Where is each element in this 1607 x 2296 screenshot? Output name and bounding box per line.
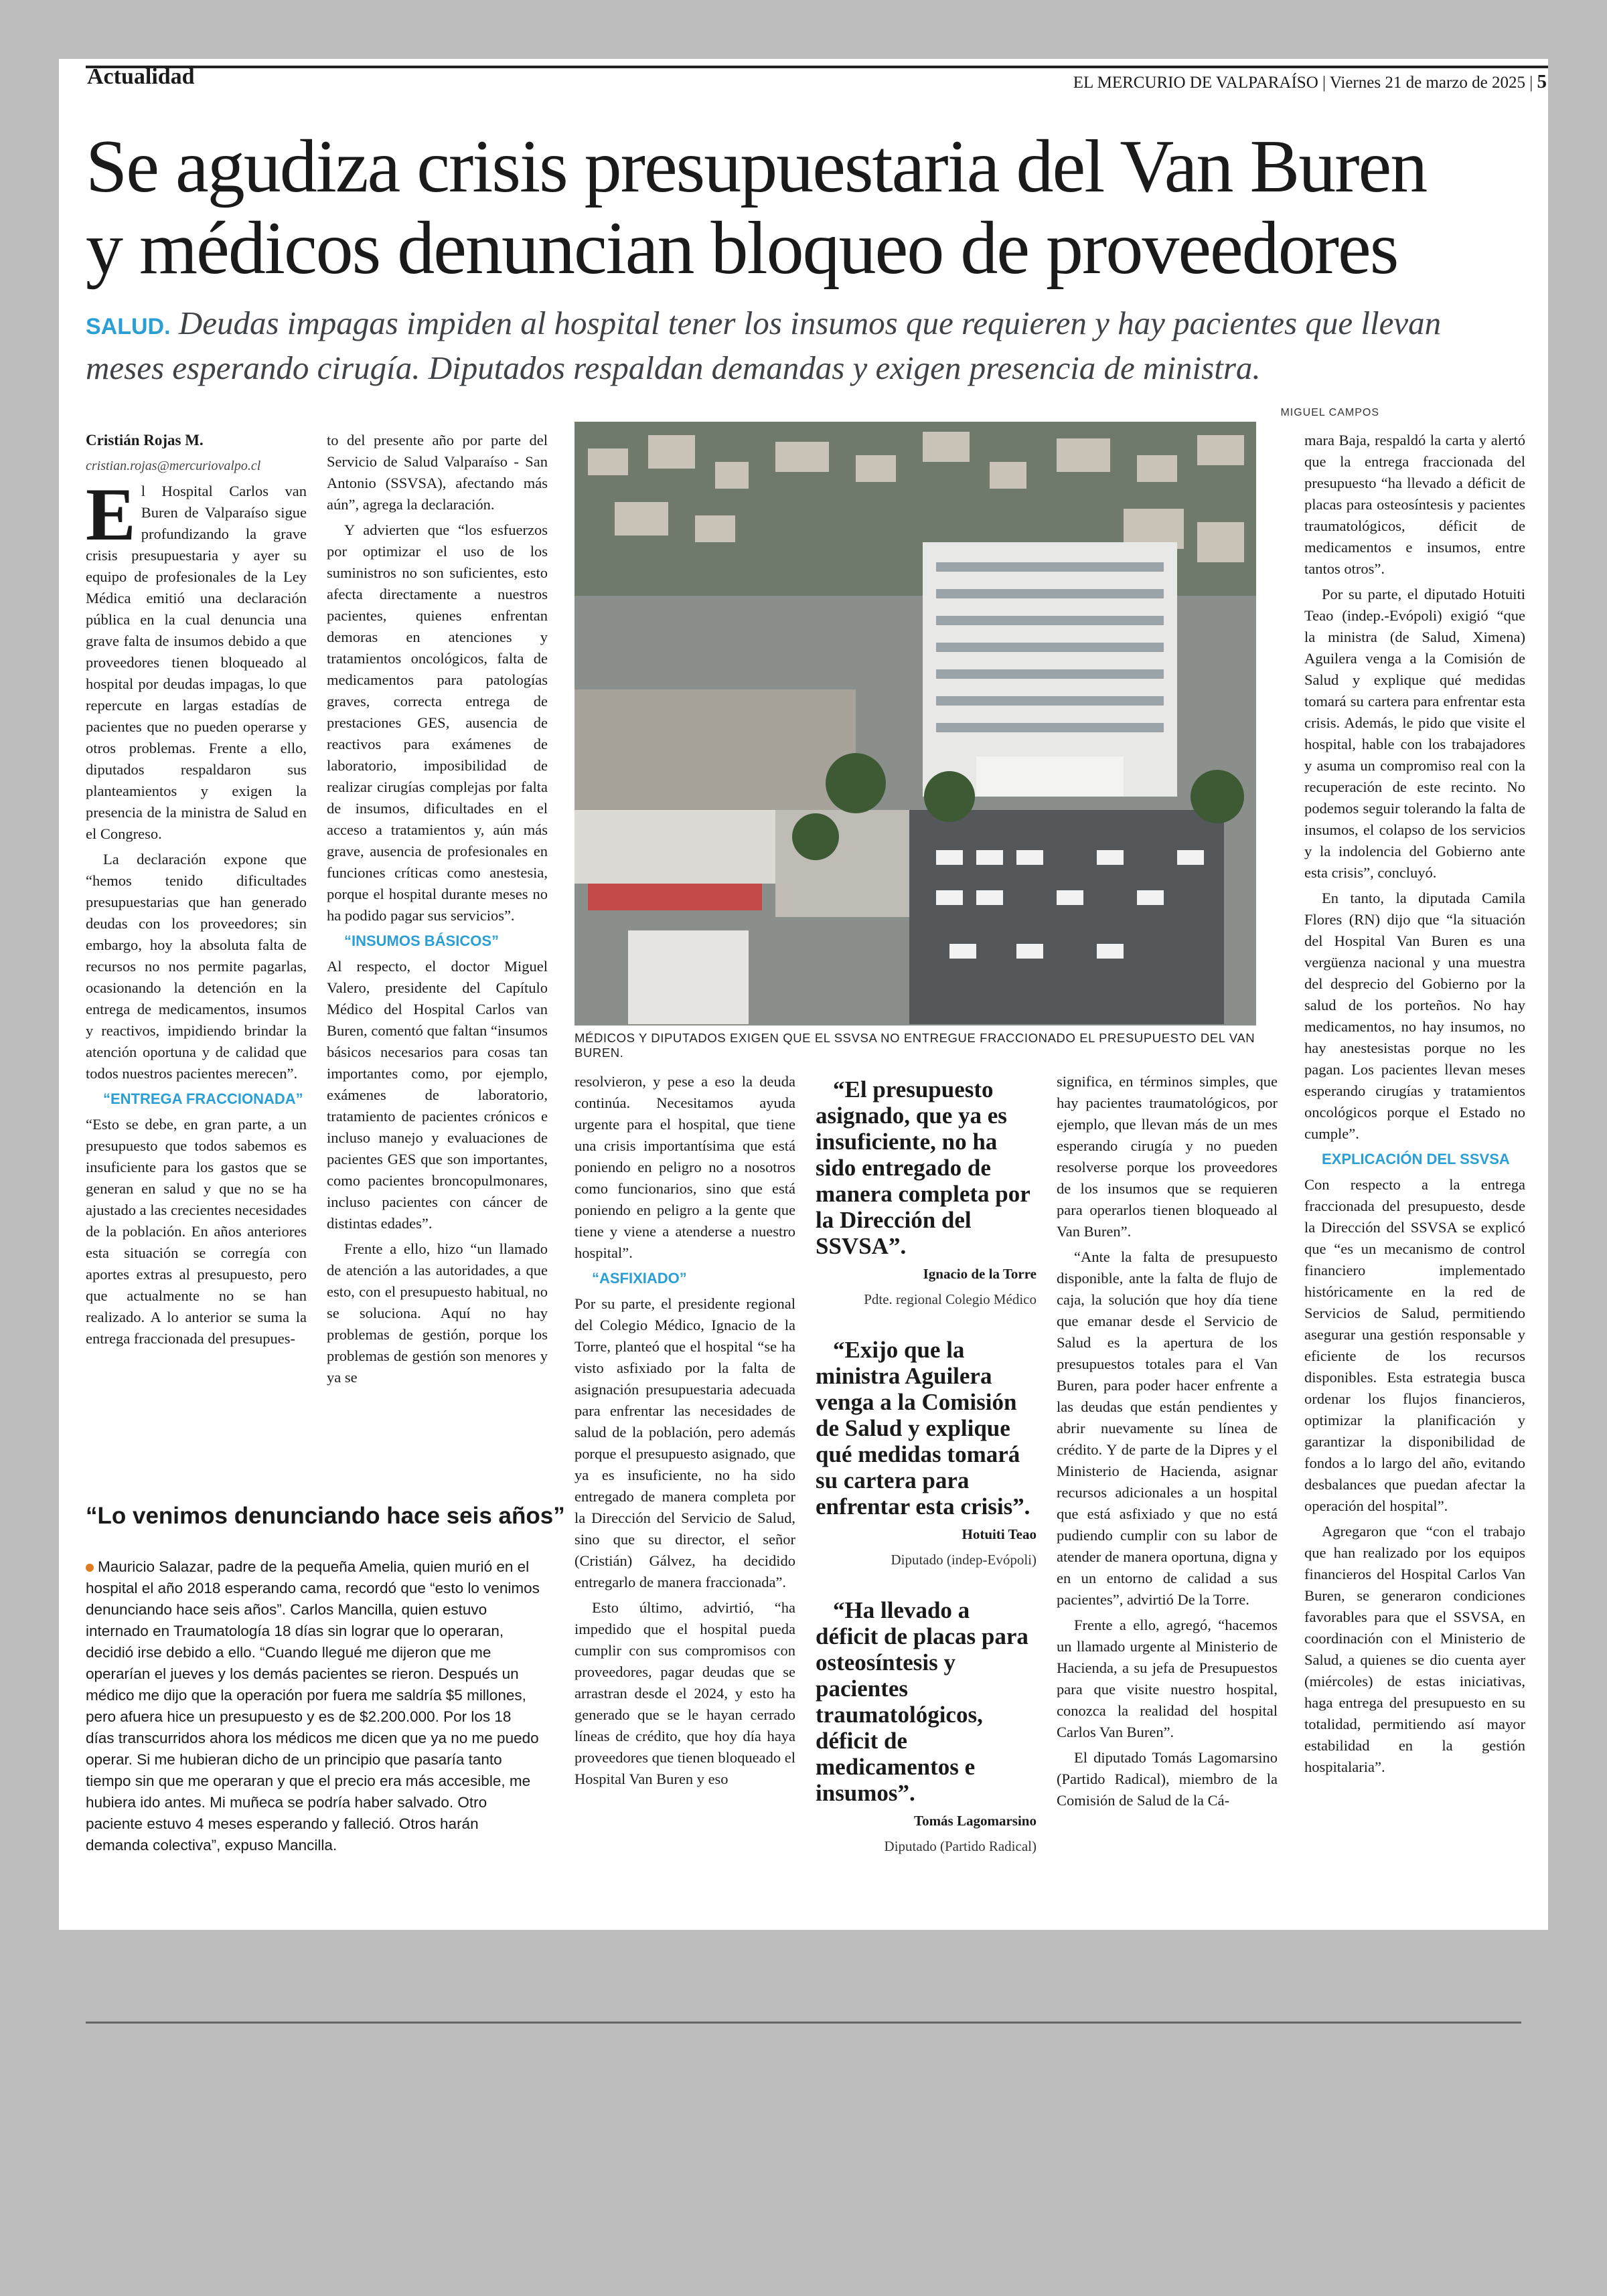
subhead-ssvsa: EXPLICACIÓN DEL SSVSA xyxy=(1322,1151,1510,1167)
section-label: Actualidad xyxy=(87,64,195,89)
paragraph: “Ante la falta de presupuesto disponible, ante la falta de flujo de caja, la solución que hoy día tiene que emanar desde el Servicio de Salud es la apertura de los presupuestos totales para el Van Buren, para poder hacer enfrente a las deudas que están pendientes y abrir nuevamente su línea de crédito. Y de parte de la Dipres y el Ministerio de Hacienda, asignar recursos adicionales a un hospital que está asfixiado y que no está pudiendo cumplir con su labor de atender de manera oportuna, digna y en un entorno de calidad a sus pacientes”, advirtió De la Torre. xyxy=(1057,1248,1278,1608)
paragraph: Al respecto, el doctor Miguel Valero, presidente del Capítulo Médico del Hospital Carlos van Buren, comentó que faltan “insumos básicos necesarios para cosas tan importantes como, por ejemplo, exámenes de laboratorio, tratamiento de pacientes crónicos e incluso manejo y evaluaciones de pacientes GES que son importantes, como pacientes broncopulmonares, incluso pacientes con cáncer de distintas edades”. xyxy=(327,958,548,1232)
paragraph: El diputado Tomás Lagomarsino (Partido Radical), miembro de la Comisión de Salud de la Cá- xyxy=(1057,1749,1278,1809)
deck xyxy=(86,303,1525,389)
pull-quote xyxy=(816,1076,1037,1310)
subhead-asfixiado: “ASFIXIADO” xyxy=(592,1270,687,1287)
paragraph: significa, en términos simples, que hay pacientes traumatológicos, por ejemplo, que llevan más de un mes esperando cirugía y no pueden resolverse porque los proveedores de los insumos que se requieren para operarlos tienen bloqueado al Van Buren”. xyxy=(1057,1073,1278,1240)
deck-text: Deudas impagas impiden al hospital tener los insumos que requieren y hay pacientes que llevan meses esperando cirugía. Diputados respaldan demandas y exigen presencia de ministra. xyxy=(86,305,1442,386)
paragraph: mara Baja, respaldó la carta y alertó que la entrega fraccionada del presupuesto “ha llevado a déficit de placas para osteosíntesis y pacientes traumatológicos, déficit de medicamentos e insumos, entre tantos otros”. xyxy=(1304,432,1525,577)
deck-tag: SALUD. xyxy=(86,314,171,339)
paragraph: “Esto se debe, en gran parte, a un presupuesto que todos sabemos es insuficiente para los gastos que se generan en salud y que no se ha ajustado a las crecientes necesidades de la población. En años anteriores esta situación se corregía con aportes extras al presupuesto, pero que actualmente no se han realizado. A lo anterior se suma la entrega fraccionada del presupues- xyxy=(86,1116,307,1347)
paragraph xyxy=(1304,1521,1525,1778)
paragraph: Por su parte, el presidente regional del Colegio Médico, Ignacio de la Torre, planteó que el hospital “se ha visto asfixiado por la falta de asignación presupuestaria adecuada para enfrentar las necesidades de salud de la población, pero además porque el presupuesto asignado, que ya es insuficiente, no ha sido entregado de manera completa por la Dirección del Servicio de Salud, sino que su director, el señor (Cristián) Gálvez, ha decidido entregarlo de manera fraccionada”. xyxy=(575,1295,795,1590)
byline: Cristián Rojas M. xyxy=(86,432,204,448)
quote-role: Pdte. regional Colegio Médico xyxy=(864,1291,1037,1307)
bottom-rule xyxy=(86,2022,1521,2024)
dropcap: E xyxy=(86,473,136,556)
photo-caption: MÉDICOS Y DIPUTADOS EXIGEN QUE EL SSVSA NO ENTREGUE FRACCIONADO EL PRESUPUESTO DEL VAN BUREN. xyxy=(575,1031,1255,1060)
paragraph: to del presente año por parte del Servicio de Salud Valparaíso - San Antonio (SSVSA), afectando más aún”, agrega la declaración. xyxy=(327,432,548,513)
page-number: 5 xyxy=(1537,71,1547,92)
pull-quote xyxy=(816,1597,1037,1857)
sidebar-body: Mauricio Salazar, padre de la pequeña Amelia, quien murió en el hospital el año 2018 esperando cama, recordó que “esto lo venimos denunciando hace seis años”. Carlos Mancilla, quien estuvo internado en Traumatología 18 días sin lograr que lo operaran, decidió irse debido a ello. “Cuando llegué me dijeron que me operarían el jueves y los demás pacientes se rieron. Después un médico me dijo que la operación por fuera me saldría $5 millones, pero afuera hice un presupuesto y es de $2.200.000. Por los 18 días transcurridos ahora los médicos me dicen que ya no me puedo operar. Si me hubieran dicho de un principio que pasaría tanto tiempo sin que me operaran y que el precio era más accesible, me hubiera ido antes. Mi muñeca se podría haber salvado. Otro paciente estuvo 4 meses esperando y falleció. Otros harán demanda colectiva”, expuso Mancilla. xyxy=(86,1558,540,1854)
headline xyxy=(86,126,1525,289)
paragraph: Frente a ello, agregó, “hacemos un llamado urgente al Ministerio de Hacienda, a su jefa de Presupuestos para que visite nuestro hospital, conozca la realidad del hospital Carlos Van Buren”. xyxy=(1057,1617,1278,1740)
paragraph: Frente a ello, hizo “un llamado de atención a las autoridades, a que esto, con el presupuesto habitual, no se soluciona. Aquí no hay problemas de gestión, porque los problemas de gestión son menores y ya se xyxy=(327,1240,548,1386)
sidebar-text xyxy=(86,1556,542,1856)
paragraph: Y advierten que “los esfuerzos por optimizar el uso de los suministros no son suficientes, esto afecta directamente a nuestros pacientes, quienes enfrentan demoras en atenciones y tratamientos oncológicos, falta de medicamentos para patologías graves, correcta entrega de prestaciones GES, ausencia de reactivos para exámenes de laboratorio, imposibilidad de realizar cirugías complejas por falta de insumos, dificultades en el acceso a tratamientos y, aún más grave, ausencia de profesionales en funciones críticas como anestesia, porque el hospital durante meses no ha podido pagar sus servicios”. xyxy=(327,521,548,924)
photo-credit: MIGUEL CAMPOS xyxy=(1280,407,1379,418)
author-email: cristian.rojas@mercuriovalpo.cl xyxy=(86,459,261,473)
bullet-icon xyxy=(86,1564,94,1572)
photo-illustration xyxy=(575,422,1256,1026)
paragraph: En tanto, la diputada Camila Flores (RN) dijo que “la situación del Hospital Van Buren es una vergüenza nacional y una muestra del desprecio del Gobierno por la salud de los porteños. No hay medicamentos, no hay insumos, no hay anestesistas porque no les pagan. Los pacientes llevan meses esperando cirugías y tratamientos oncológicos porque el Estado no cumple”. xyxy=(1304,890,1525,1142)
paragraph: Con respecto a la entrega fraccionada del presupuesto, desde la Dirección del SSVSA se explicó que “es un mecanismo de control financiero implementado históricamente en la red de Servicios de Salud, permitiendo asegurar una gestión responsable y eficiente de los recursos disponibles. Esta estrategia busca ordenar los flujos financieros, optimizar la planificación y garantizar la disponibilidad de fondos a lo largo del año, evitando desbalances que puedan afectar la operación del hospital”. xyxy=(1304,1176,1525,1514)
quote-role: Diputado (indep-Evópoli) xyxy=(891,1552,1037,1568)
paragraph: Por su parte, el diputado Hotuiti Teao (indep.-Evópoli) exigió “que la ministra (de Salud, Ximena) Aguilera venga a la Comisión de Salud y explique qué medidas tomará su cartera para enfrentar esta crisis. Además, le pido que visite el hospital, hable con los trabajadores y asuma un compromiso real con la recuperación de este recinto. No podemos seguir tolerando la falta de insumos, el colapso de los servicios y la indolencia del Gobierno ante esta crisis”, concluyó. xyxy=(1304,586,1525,881)
column-5 xyxy=(1057,1071,1278,1815)
paragraph: Esto último, advirtió, “ha impedido que el hospital pueda cumplir con sus compromisos con proveedores, pagar deudas que se arrastran desde el 2024, y esto ha generado que se le hayan cerrado líneas de crédito, que hoy día haya proveedores que tienen bloqueado el Hospital Van Buren y eso xyxy=(575,1599,795,1787)
subhead-insumos: “INSUMOS BÁSICOS” xyxy=(344,932,500,949)
paragraph: La declaración expone que “hemos tenido dificultades presupuestarias que han generado deudas con los proveedores; sin embargo, hoy la absoluta falta de recursos no nos permite pagarlas, ocasionando la detención en la entrega de medicamentos, insumos y reactivos, impidiendo brindar la atención oportuna y de calidad que todos nuestros pacientes merecen”. xyxy=(86,851,307,1082)
headline-line-2: y médicos denuncian bloqueo de proveedores xyxy=(86,207,1398,290)
quote-text: “Exijo que la ministra Aguilera venga a la Comisión de Salud y explique qué medidas tomará su cartera para enfrentar esta crisis”. xyxy=(816,1337,1030,1520)
column-6 xyxy=(1304,430,1525,1782)
lead-paragraph xyxy=(86,473,307,845)
issue-date: Viernes 21 de marzo de 2025 xyxy=(1329,74,1525,92)
masthead: EL MERCURIO DE VALPARAÍSO | Viernes 21 de marzo de 2025 | 5 xyxy=(1073,71,1547,92)
headline-line-1: Se agudiza crisis presupuestaria del Van Buren xyxy=(86,125,1427,208)
newspaper-name: EL MERCURIO DE VALPARAÍSO xyxy=(1073,74,1318,92)
paragraph-text: Agregaron que “con el trabajo que han realizado por los equipos financieros del Hospital Carlos Van Buren, se generaron condiciones favorables para que el SSVSA, en coordinación con el Ministerio de Salud, a quienes se dio cuenta ayer (miércoles) de estas iniciativas, haga entrega del presupuesto en su totalidad, permitiendo así mayor estabilidad en la gestión hospitalaria”. xyxy=(1304,1523,1525,1775)
column-3 xyxy=(575,1071,795,1794)
lead-text: l Hospital Carlos van Buren de Valparaíso sigue profundizando la grave crisis presupuestaria y ayer su equipo de profesionales de la Ley Médica emitió una declaración pública en la cual denuncia una grave falta de insumos debido a que proveedores tienen bloqueado al hospital por deudas impagas, lo que repercute en largas estadías de pacientes que no pueden operarse y otros problemas. Frente a ello, diputados respaldaron sus planteamientos y exigen la presencia de la ministra de Salud en el Congreso. xyxy=(86,483,307,842)
quote-author: Hotuiti Teao xyxy=(962,1526,1037,1542)
pull-quotes-column xyxy=(816,1076,1037,1861)
quote-text: “Ha llevado a déficit de placas para osteosíntesis y pacientes traumatológicos, déficit de medicamentos e insumos”. xyxy=(816,1597,1028,1806)
pull-quote xyxy=(816,1337,1037,1570)
subhead-entrega: “ENTREGA FRACCIONADA” xyxy=(103,1090,303,1107)
hospital-aerial-photo xyxy=(575,422,1256,1026)
header-rule xyxy=(86,66,1548,68)
paragraph: resolvieron, y pese a eso la deuda continúa. Necesitamos ayuda urgente para el hospital, que tiene una crisis importantísima que está poniendo en peligro no a nosotros como funcionarios, sino que está poniendo en peligro a la gente que tiene y viene a atenderse a nuestro hospital”. xyxy=(575,1073,795,1261)
column-1 xyxy=(86,430,307,1354)
sidebar-title: “Lo venimos denunciando hace seis años” xyxy=(86,1503,565,1529)
quote-author: Tomás Lagomarsino xyxy=(913,1813,1037,1829)
quote-text: “El presupuesto asignado, que ya es insuficiente, no ha sido entregado de manera completa por la Dirección del SSVSA”. xyxy=(816,1076,1030,1259)
column-2 xyxy=(327,430,548,1392)
quote-role: Diputado (Partido Radical) xyxy=(884,1838,1037,1854)
quote-author: Ignacio de la Torre xyxy=(923,1266,1037,1282)
